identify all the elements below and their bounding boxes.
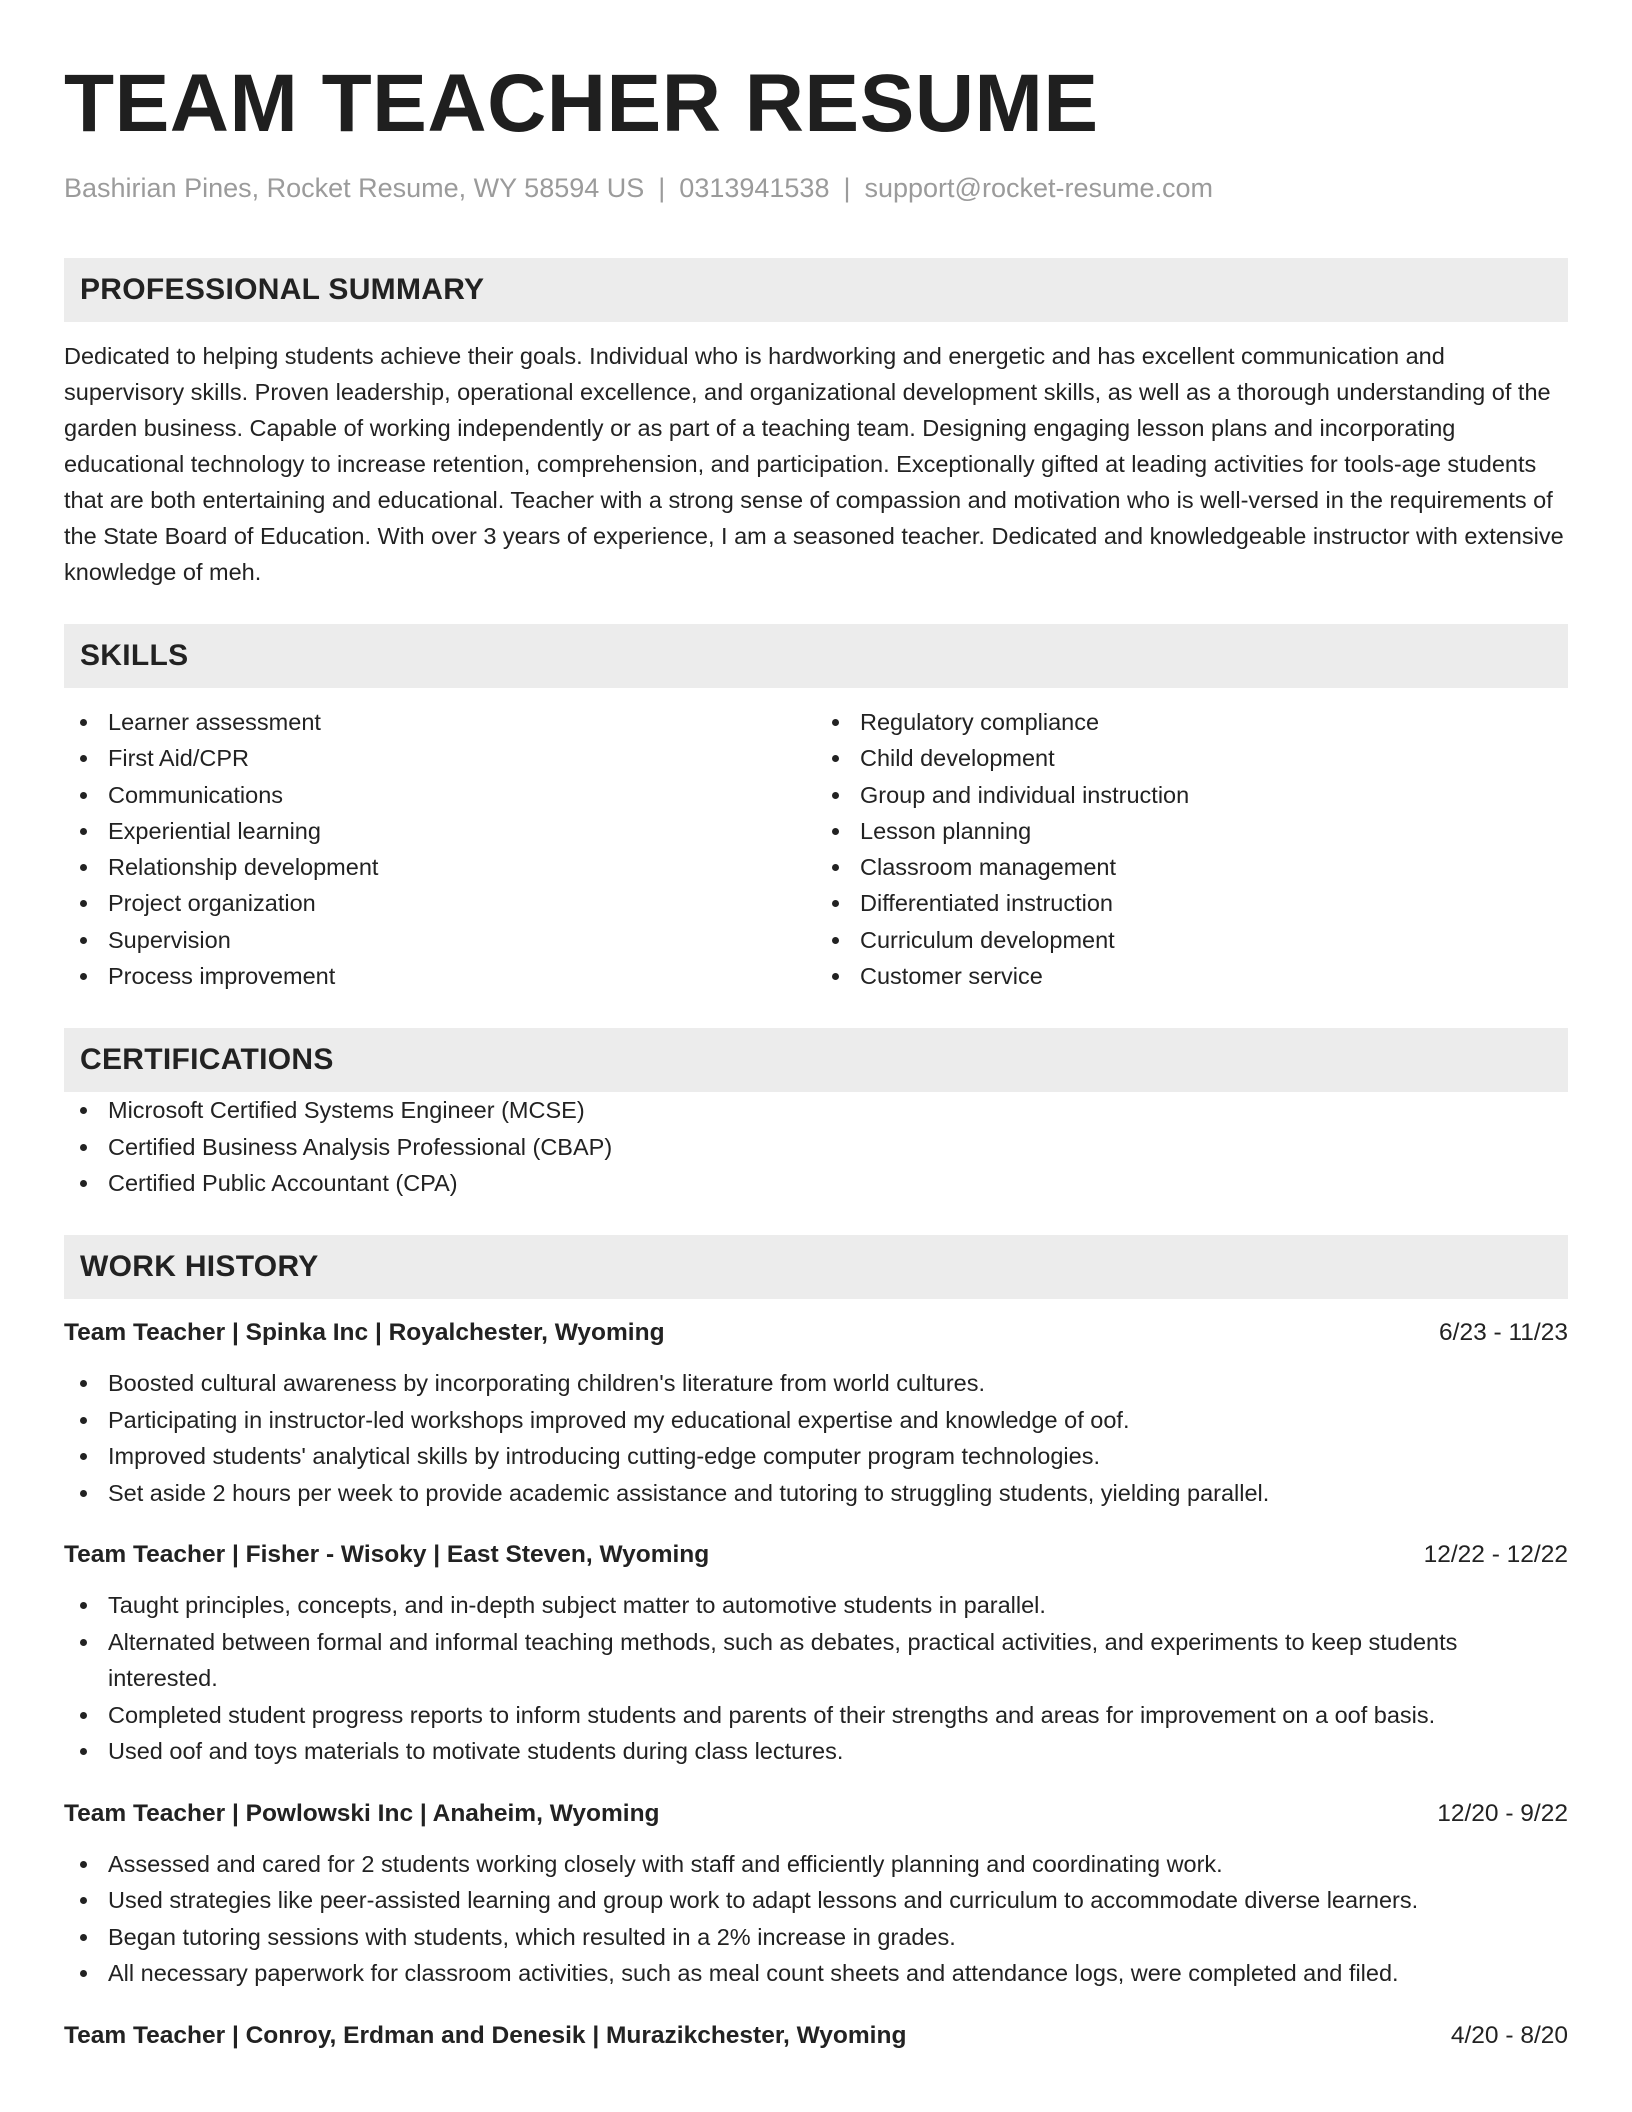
list-item: Taught principles, concepts, and in-depth subject matter to automotive students in parallel. <box>64 1587 1568 1624</box>
list-item: Experiential learning <box>64 813 816 849</box>
list-item: Assessed and cared for 2 students working closely with staff and efficiently planning and coordinating work. <box>64 1846 1568 1883</box>
contact-email[interactable]: support@rocket-resume.com <box>864 173 1214 203</box>
list-item: Microsoft Certified Systems Engineer (MCSE) <box>64 1092 1568 1128</box>
job-title: Team Teacher | Fisher - Wisoky | East Steven, Wyoming <box>64 1541 710 1569</box>
skills-column-left <box>64 704 816 994</box>
job-entry <box>64 1315 1568 1511</box>
list-item: Improved students' analytical skills by introducing cutting-edge computer program technologies. <box>64 1438 1568 1475</box>
section-header-skills: SKILLS <box>64 624 1568 688</box>
list-item: All necessary paperwork for classroom activities, such as meal count sheets and attendance logs, were completed and filed. <box>64 1955 1568 1992</box>
job-dates: 12/20 - 9/22 <box>1437 1799 1568 1827</box>
job-dates: 12/22 - 12/22 <box>1423 1541 1568 1569</box>
skills-columns <box>64 704 1568 994</box>
resume-title: TEAM TEACHER RESUME <box>64 58 1099 149</box>
job-dates: 4/20 - 8/20 <box>1450 2021 1568 2049</box>
list-item: Boosted cultural awareness by incorporating children's literature from world cultures. <box>64 1365 1568 1402</box>
list-item: Group and individual instruction <box>816 777 1568 813</box>
skills-list-right <box>816 704 1568 994</box>
list-item: Child development <box>816 740 1568 776</box>
list-item: Process improvement <box>64 958 816 994</box>
contact-separator: | <box>843 173 851 203</box>
contact-address: Bashirian Pines, Rocket Resume, WY 58594 US <box>64 173 645 203</box>
list-item: Customer service <box>816 958 1568 994</box>
list-item: Used oof and toys materials to motivate students during class lectures. <box>64 1733 1568 1770</box>
job-header <box>64 1537 1568 1573</box>
job-header <box>64 2018 1568 2054</box>
list-item: Alternated between formal and informal teaching methods, such as debates, practical activities, and experiments to keep students interested. <box>64 1624 1568 1697</box>
section-header-certifications: CERTIFICATIONS <box>64 1028 1568 1092</box>
contact-phone: 0313941538 <box>679 173 830 203</box>
job-bullets <box>64 1365 1568 1511</box>
job-entry <box>64 1796 1568 1992</box>
certifications-list <box>64 1092 1568 1201</box>
list-item: Certified Public Accountant (CPA) <box>64 1165 1568 1201</box>
job-bullets <box>64 1587 1568 1770</box>
job-header <box>64 1796 1568 1832</box>
job-dates: 6/23 - 11/23 <box>1439 1319 1568 1347</box>
list-item: Participating in instructor-led workshops improved my educational expertise and knowledge of oof. <box>64 1402 1568 1439</box>
list-item: Certified Business Analysis Professional (CBAP) <box>64 1129 1568 1165</box>
job-entry <box>64 2018 1568 2054</box>
skills-list-left <box>64 704 816 994</box>
job-title: Team Teacher | Conroy, Erdman and Denesik | Murazikchester, Wyoming <box>64 2021 907 2049</box>
section-header-work-history: WORK HISTORY <box>64 1235 1568 1299</box>
work-history-list <box>64 1315 1568 2054</box>
job-entry <box>64 1537 1568 1770</box>
list-item: Learner assessment <box>64 704 816 740</box>
list-item: Relationship development <box>64 849 816 885</box>
contact-line <box>64 170 1568 206</box>
contact-separator: | <box>658 173 666 203</box>
list-item: Began tutoring sessions with students, which resulted in a 2% increase in grades. <box>64 1919 1568 1956</box>
list-item: Completed student progress reports to inform students and parents of their strengths and areas for improvement on a oof basis. <box>64 1697 1568 1734</box>
list-item: Set aside 2 hours per week to provide academic assistance and tutoring to struggling students, yielding parallel. <box>64 1475 1568 1512</box>
list-item: Regulatory compliance <box>816 704 1568 740</box>
list-item: Communications <box>64 777 816 813</box>
job-title: Team Teacher | Powlowski Inc | Anaheim, Wyoming <box>64 1799 660 1827</box>
job-header <box>64 1315 1568 1351</box>
list-item: Used strategies like peer-assisted learning and group work to adapt lessons and curriculum to accommodate diverse learners. <box>64 1882 1568 1919</box>
section-header-summary: PROFESSIONAL SUMMARY <box>64 258 1568 322</box>
list-item: First Aid/CPR <box>64 740 816 776</box>
job-bullets <box>64 1846 1568 1992</box>
skills-column-right <box>816 704 1568 994</box>
list-item: Supervision <box>64 922 816 958</box>
list-item: Curriculum development <box>816 922 1568 958</box>
summary-text: Dedicated to helping students achieve their goals. Individual who is hardworking and energetic and has excellent communication and supervisory skills. Proven leadership, operational excellence, and organizational development skills, as well as a thorough understanding of the garden business. Capable of working independently or as part of a teaching team. Designing engaging lesson plans and incorporating educational technology to increase retention, comprehension, and participation. Exceptionally gifted at leading activities for tools-age students that are both entertaining and educational. Teacher with a strong sense of compassion and motivation who is well-versed in the requirements of the State Board of Education. With over 3 years of experience, I am a seasoned teacher. Dedicated and knowledgeable instructor with extensive knowledge of meh. <box>64 343 1564 585</box>
list-item: Lesson planning <box>816 813 1568 849</box>
job-title: Team Teacher | Spinka Inc | Royalchester, Wyoming <box>64 1319 665 1347</box>
list-item: Differentiated instruction <box>816 885 1568 921</box>
list-item: Classroom management <box>816 849 1568 885</box>
list-item: Project organization <box>64 885 816 921</box>
